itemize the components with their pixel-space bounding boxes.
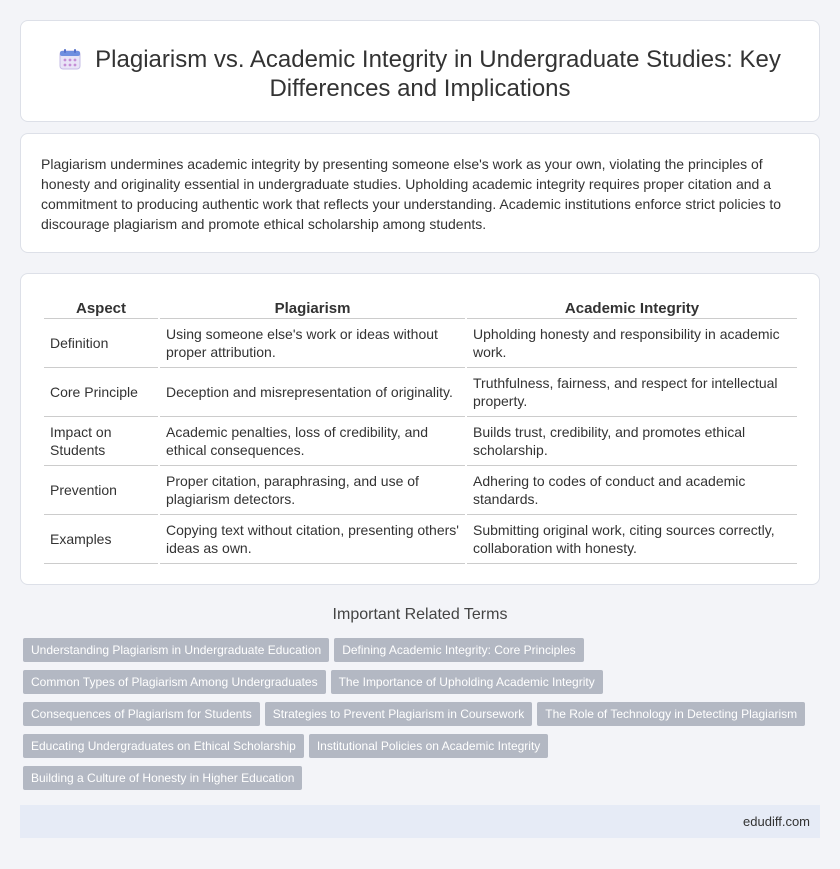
related-term-tag[interactable]: Understanding Plagiarism in Undergraduate Education <box>23 638 329 662</box>
page-title <box>51 45 789 103</box>
related-term-tag[interactable]: The Importance of Upholding Academic Integrity <box>331 670 603 694</box>
comparison-table-card <box>20 273 820 585</box>
related-term-tag[interactable]: The Role of Technology in Detecting Plagiarism <box>537 702 805 726</box>
cell-aspect: Examples <box>44 515 158 564</box>
table-row <box>44 417 797 466</box>
table-row <box>44 466 797 515</box>
header-academic-integrity: Academic Integrity <box>467 296 797 319</box>
table-row <box>44 368 797 417</box>
tag-row <box>23 734 823 766</box>
cell-plagiarism: Proper citation, paraphrasing, and use of plagiarism detectors. <box>160 466 465 515</box>
related-terms-tags <box>23 638 823 798</box>
cell-aspect: Prevention <box>44 466 158 515</box>
cell-academic-integrity: Truthfulness, fairness, and respect for intellectual property. <box>467 368 797 417</box>
cell-aspect: Core Principle <box>44 368 158 417</box>
cell-academic-integrity: Upholding honesty and responsibility in academic work. <box>467 319 797 368</box>
cell-plagiarism: Academic penalties, loss of credibility, and ethical consequences. <box>160 417 465 466</box>
tag-row <box>23 702 823 734</box>
related-term-tag[interactable]: Consequences of Plagiarism for Students <box>23 702 260 726</box>
intro-card <box>20 133 820 253</box>
related-term-tag[interactable]: Defining Academic Integrity: Core Principles <box>334 638 583 662</box>
related-term-tag[interactable]: Institutional Policies on Academic Integrity <box>309 734 548 758</box>
table-row <box>44 515 797 564</box>
footer-site-link[interactable]: edudiff.com <box>743 814 810 829</box>
table-header-row <box>44 296 797 319</box>
related-term-tag[interactable]: Strategies to Prevent Plagiarism in Coursework <box>265 702 532 726</box>
intro-paragraph: Plagiarism undermines academic integrity by presenting someone else's work as your own, violating the principles of honesty and originality essential in undergraduate studies. Upholding academic integrity requires proper citation and a commitment to producing authentic work that reflects your understanding. Academic institutions enforce strict policies to discourage plagiarism and promote ethical scholarship among students. <box>41 156 782 232</box>
tag-row <box>23 766 823 798</box>
tag-row <box>23 670 823 702</box>
header-aspect: Aspect <box>44 296 158 319</box>
title-wrap <box>21 45 819 103</box>
cell-academic-integrity: Builds trust, credibility, and promotes ethical scholarship. <box>467 417 797 466</box>
title-card <box>20 20 820 122</box>
cell-plagiarism: Deception and misrepresentation of originality. <box>160 368 465 417</box>
page-title-text: Plagiarism vs. Academic Integrity in Undergraduate Studies: Key Differences and Implications <box>95 46 781 102</box>
tag-row <box>23 638 823 670</box>
calendar-icon <box>59 48 81 70</box>
related-terms-title: Important Related Terms <box>332 606 508 623</box>
cell-academic-integrity: Adhering to codes of conduct and academic standards. <box>467 466 797 515</box>
footer <box>20 805 820 838</box>
comparison-table <box>42 296 799 564</box>
table-row <box>44 319 797 368</box>
cell-plagiarism: Using someone else's work or ideas without proper attribution. <box>160 319 465 368</box>
related-term-tag[interactable]: Educating Undergraduates on Ethical Scholarship <box>23 734 304 758</box>
related-term-tag[interactable]: Common Types of Plagiarism Among Undergraduates <box>23 670 326 694</box>
header-plagiarism: Plagiarism <box>160 296 465 319</box>
cell-aspect: Definition <box>44 319 158 368</box>
cell-academic-integrity: Submitting original work, citing sources correctly, collaboration with honesty. <box>467 515 797 564</box>
cell-plagiarism: Copying text without citation, presenting others' ideas as own. <box>160 515 465 564</box>
cell-aspect: Impact on Students <box>44 417 158 466</box>
related-term-tag[interactable]: Building a Culture of Honesty in Higher Education <box>23 766 302 790</box>
